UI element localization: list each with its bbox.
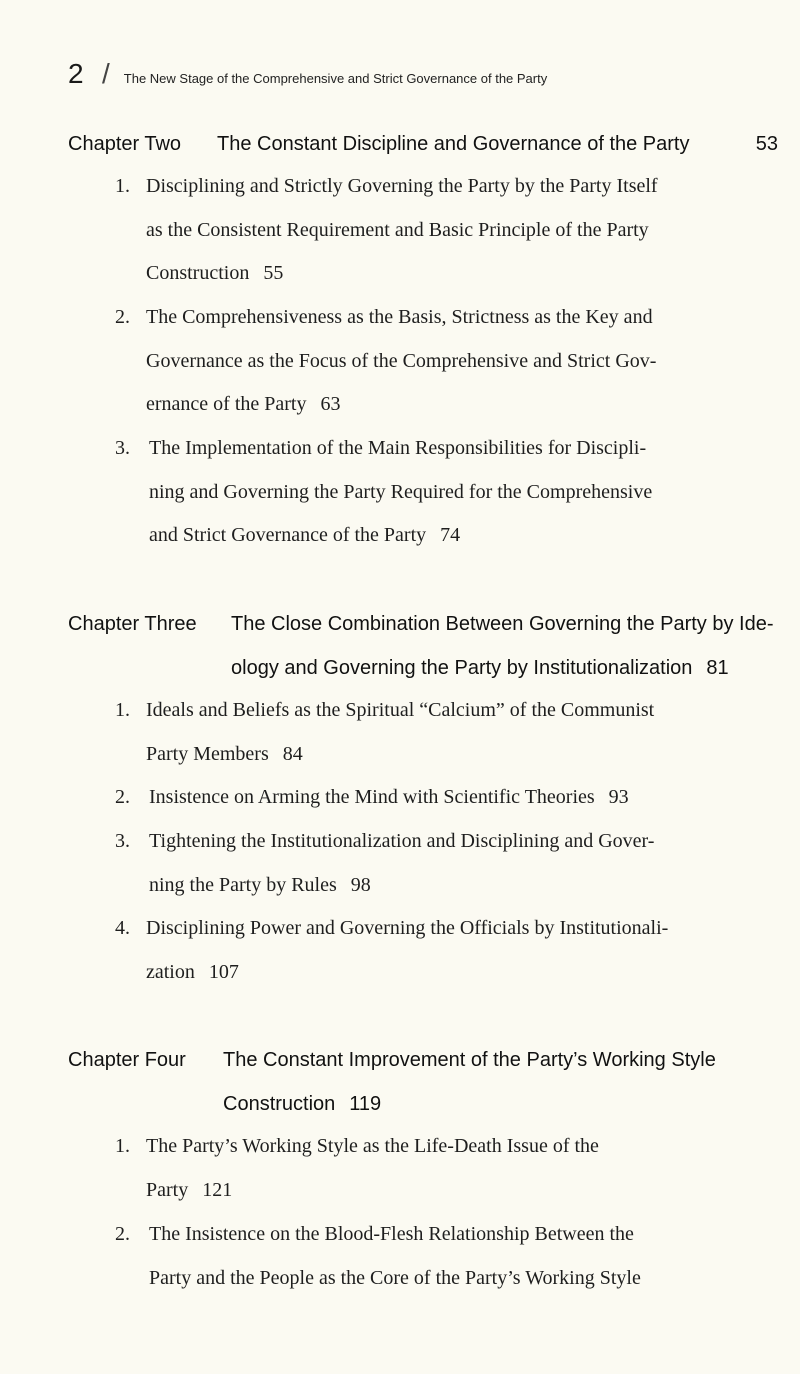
entry-text: The Insistence on the Blood-Flesh Relationship Between the Party and the People as the Core of the Party’s Working Style — [149, 1223, 641, 1289]
entry-page: 74 — [440, 524, 461, 547]
chapter-heading[interactable] — [68, 602, 778, 690]
running-title: The New Stage of the Comprehensive and Strict Governance of the Party — [123, 71, 548, 86]
chapter-label: Chapter Three — [68, 613, 197, 635]
chapter-label: Chapter Two — [68, 133, 182, 155]
entry-number: 2. — [115, 306, 130, 328]
entry-text: Disciplining Power and Governing the Officials by Institutionali- zation 107 — [146, 917, 669, 983]
entry-page: 63 — [320, 393, 341, 416]
entry-page: 93 — [608, 786, 629, 808]
chapter-heading[interactable] — [68, 1038, 778, 1126]
entry-text: Tightening the Institutionalization and Disciplining and Gover- ning the Party by Rules 98 — [149, 830, 655, 896]
entry-number: 3. — [115, 437, 130, 459]
entry-text: The Comprehensiveness as the Basis, Strictness as the Key and Governance as the Focus of the Comprehensive and Strict Gov- ernance of the Party 63 — [146, 306, 657, 416]
entry-text: The Implementation of the Main Responsibilities for Discipli- ning and Governing the Party Required for the Comprehensive and Strict Governance of the Party 74 — [149, 437, 653, 547]
page-number: 2 — [68, 58, 84, 89]
header-separator: / — [102, 58, 110, 89]
toc-entry[interactable] — [115, 820, 782, 907]
entry-number: 1. — [115, 175, 130, 197]
toc-entry[interactable] — [115, 1213, 782, 1300]
entry-number: 3. — [115, 830, 130, 852]
entry-page: 121 — [202, 1178, 233, 1201]
page-header — [68, 58, 547, 90]
chapter-title: The Constant Improvement of the Party’s Working Style Construction 119 — [223, 1049, 716, 1115]
chapter-title: The Constant Discipline and Governance of the Party 53 — [68, 122, 778, 166]
entry-text: Insistence on Arming the Mind with Scientific Theories 93 — [149, 786, 629, 808]
toc-entry[interactable] — [115, 165, 782, 296]
chapter-title: The Close Combination Between Governing the Party by Ide- ology and Governing the Party by Institutionalization 81 — [231, 613, 774, 679]
entry-text: Ideals and Beliefs as the Spiritual “Calcium” of the Communist Party Members 84 — [146, 699, 655, 765]
toc-entry[interactable] — [115, 296, 782, 427]
entry-number: 2. — [115, 786, 130, 808]
entry-text: Disciplining and Strictly Governing the Party by the Party Itself as the Consistent Requirement and Basic Principle of the Party Construction 55 — [146, 175, 658, 285]
chapter-heading[interactable] — [68, 122, 778, 166]
entry-text: The Party’s Working Style as the Life-Death Issue of the Party 121 — [146, 1135, 599, 1201]
entry-number: 1. — [115, 1135, 130, 1157]
toc-entry[interactable] — [115, 907, 782, 994]
entry-page: 98 — [350, 873, 371, 896]
entry-page: 107 — [208, 960, 239, 983]
toc-entry[interactable] — [115, 427, 782, 558]
toc-entry[interactable] — [115, 1125, 782, 1212]
chapter-page: 53 — [755, 133, 778, 155]
entry-page: 55 — [263, 262, 284, 285]
entry-page: 84 — [282, 742, 303, 765]
toc-entry[interactable] — [115, 689, 782, 776]
entry-number: 1. — [115, 699, 130, 721]
chapter-page: 119 — [349, 1093, 382, 1115]
entry-number: 4. — [115, 917, 130, 939]
chapter-label: Chapter Four — [68, 1049, 186, 1071]
toc-entry[interactable] — [115, 776, 782, 820]
chapter-page: 81 — [706, 657, 729, 679]
entry-number: 2. — [115, 1223, 130, 1245]
